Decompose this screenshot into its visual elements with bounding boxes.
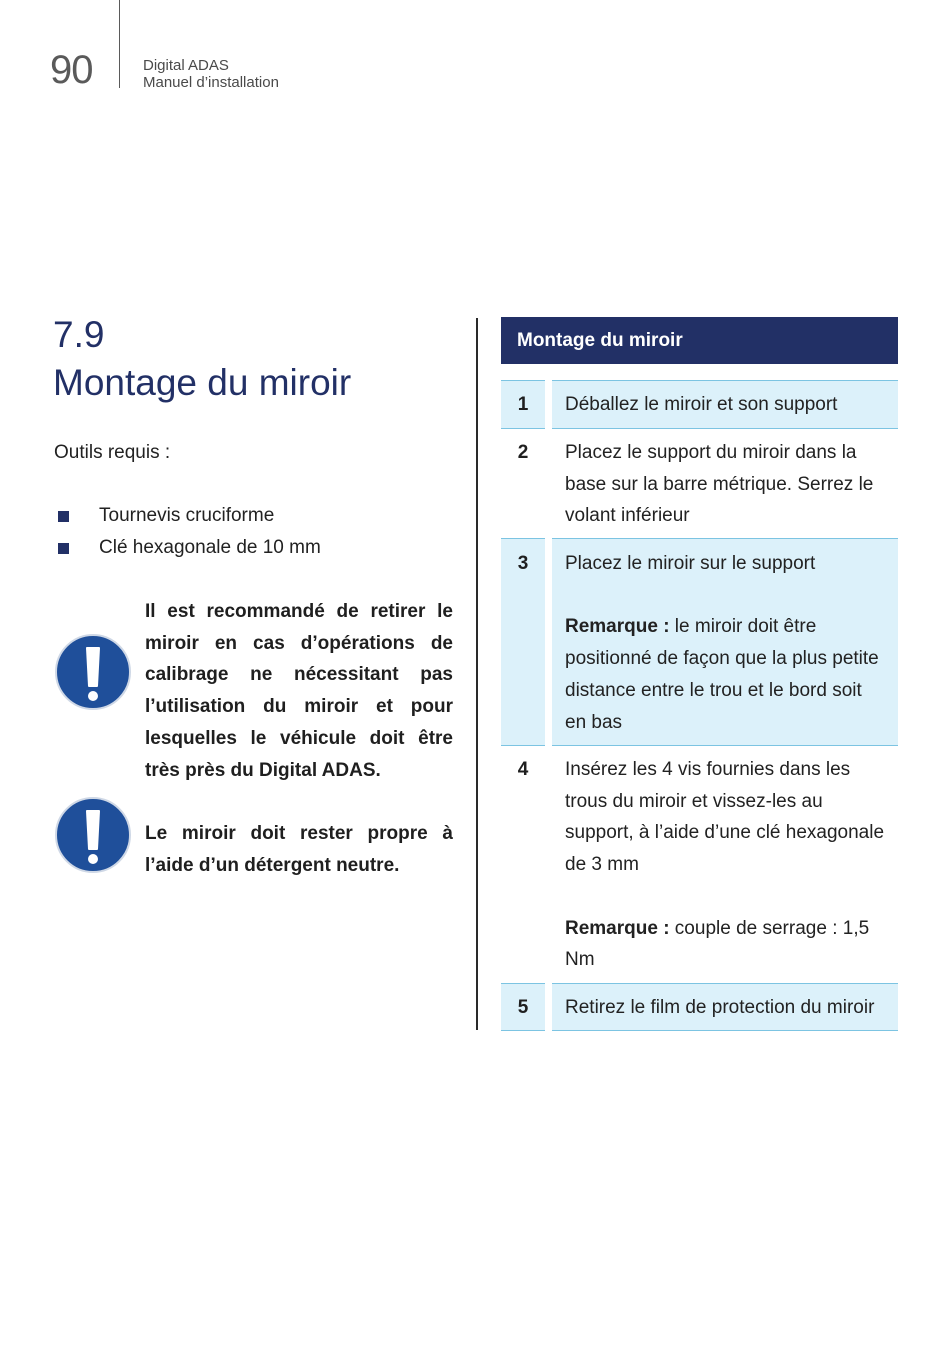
tool-label: Clé hexagonale de 10 mm xyxy=(99,537,321,558)
exclamation-icon xyxy=(55,634,131,710)
tool-list-item xyxy=(58,505,274,527)
document-header xyxy=(143,57,279,91)
step-text: Retirez le film de protection du miroir xyxy=(552,983,898,1031)
note-text: le miroir doit être positionné de façon que la plus petite distance entre le trou et le bord soit en bas xyxy=(565,616,879,733)
note-label: Remarque : xyxy=(565,917,670,939)
page-number: 90 xyxy=(50,48,93,92)
document-subtitle: Manuel d’installation xyxy=(143,74,279,91)
bullet-square-icon xyxy=(58,543,69,554)
header-divider xyxy=(119,0,120,88)
section-number: 7.9 xyxy=(53,314,105,355)
step-text xyxy=(552,538,898,746)
section-title: Montage du miroir xyxy=(53,362,352,403)
bullet-square-icon xyxy=(58,511,69,522)
step-text xyxy=(552,746,898,983)
step-number: 2 xyxy=(517,442,529,463)
step-number: 1 xyxy=(501,380,545,429)
exclamation-icon xyxy=(55,797,131,873)
step-note xyxy=(565,913,886,976)
warning-text: Le miroir doit rester propre à l’aide d’un détergent neutre. xyxy=(145,823,453,876)
warning-note xyxy=(55,596,453,781)
document-title: Digital ADAS xyxy=(143,57,229,74)
step-number: 4 xyxy=(517,759,529,780)
tool-label: Tournevis cruciforme xyxy=(99,505,275,526)
step-instruction: Insérez les 4 vis fournies dans les trous du miroir et vissez-les au support, à l’aide d’une clé hexagonale de 3 mm xyxy=(565,759,885,876)
step-text: Déballez le miroir et son support xyxy=(552,380,898,429)
step-instruction: Placez le miroir sur le support xyxy=(565,553,816,574)
note-label: Remarque : xyxy=(565,616,670,638)
column-divider xyxy=(476,318,478,1030)
step-number: 5 xyxy=(501,983,545,1031)
tools-label: Outils requis : xyxy=(54,442,171,463)
step-text: Placez le support du miroir dans la base sur la barre métrique. Serrez le volant inférieur xyxy=(565,442,874,527)
note-text: couple de serrage : 1,5 Nm xyxy=(565,917,870,971)
step-number: 3 xyxy=(501,538,545,746)
warning-text: Il est recommandé de retirer le miroir en cas d’opérations de calibrage ne nécessitant pas l’utilisation du miroir et pour lesquelles le véhicule doit être très près du Digital ADAS. xyxy=(145,601,453,781)
warning-note xyxy=(55,797,453,876)
tool-list-item xyxy=(58,537,321,559)
step-note xyxy=(565,611,886,738)
procedure-table-title: Montage du miroir xyxy=(501,317,898,364)
